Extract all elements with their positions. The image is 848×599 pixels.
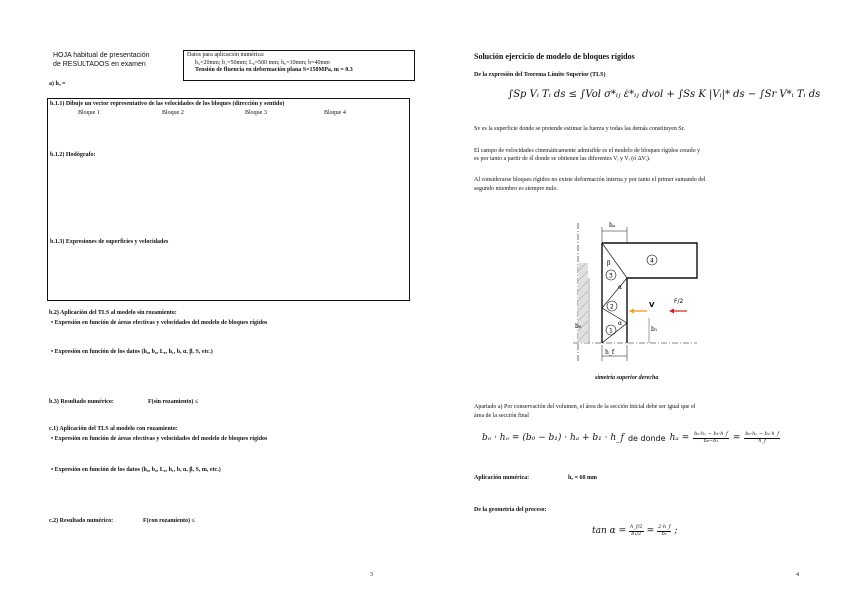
volume-formula-left: bₒ · hₒ = (b₀ − b₁) · hₐ + b₁ · h_f [482,433,624,443]
section-a-line1: Apartado a) Por conservación del volumen, el área de la sección inicial debe ser igual que el [474,404,696,410]
app-value: hₐ = 60 mm [568,475,598,481]
para-rigid-line2: segundo miembro es siempre nulo. [474,186,558,192]
label-block-3: 3 [609,272,613,280]
block-label-4: Bloque 4 [324,110,346,116]
tan-fraction-2 [657,525,671,537]
figure-caption: simetría superior derecha [595,375,659,381]
sheet-title-line2: de RESULTADOS en examen [53,60,146,68]
sheet-title [53,52,183,70]
label-alpha-bottom: α [618,320,623,327]
answer-box-b1 [47,98,410,301]
tan-frac2-numerator: 2·h_f [658,524,671,530]
data-box-title: Datos para aplicación numérica: [187,52,265,58]
item-b12: b.1.2) Hodógrafo: [50,152,96,158]
page-number-left: 3 [370,572,373,578]
volume-formula-where: de donde [627,433,666,443]
sheet-title-line1: HOJA habitual de presentación [53,52,150,59]
frac2-denominator: h_f [758,437,766,444]
data-box-line2: Tensión de fluencia en deformación plana S=150MPa, m = 0.3 [195,67,353,73]
label-v: V [649,301,655,309]
label-block-4: 4 [650,257,654,265]
label-block-2: 2 [610,303,614,311]
para-rigid-line1: Al considerarse bloques rígidos no existe deformación interna y por tanto el primer sumando del [474,177,706,183]
velocity-arrowhead [629,309,634,314]
item-c2-formula: F(con rozamiento) ≤ [143,518,195,524]
tan-frac1-denominator: b₁/2 [631,530,642,537]
item-b2-bullet2: • Expresión en función de los datos (h₀, b₀, L₀, h₁, b, α, β, S, etc.) [51,349,213,355]
volume-fraction-1 [693,432,729,444]
label-ha: hₐ [609,222,616,229]
tan-frac1-numerator: h_f/2 [630,524,643,530]
volume-formula: bₒ · hₒ = (b₀ − b₁) · hₐ + b₁ · h_f de donde hₐ = $\frac{\text{b₀·hₒ − b₁·h\_f}}{\text{b₀−b₁}}$ = $\frac{\text{b₀·hₒ − b₁·h\_f}}{h\_f}$ [482,431,780,444]
intro-text: De la expresión del Teorema Límite Superior (TLS) [474,72,606,78]
item-b3-formula: F(sin rozamiento) ≤ [148,399,199,405]
volume-formula-ha: hₐ = [669,433,690,443]
frac1-denominator: b₀−b₁ [703,437,719,444]
solution-title: Solución ejercicio de modelo de bloques rígidos [474,52,635,61]
label-b1: b₁ [651,326,658,333]
tan-formula: tan α = $\frac{h\_f/2}{\text{b₁/2}}$ = $\frac{2\cdot h\_f}{\text{b₁}}$ ; [592,524,678,537]
tan-frac2-denominator: b₁ [661,530,667,537]
item-a: a) hₐ = [49,81,66,87]
app-label: Aplicación numérica: [474,475,530,481]
item-c1-title: c.1) Aplicación del TLS al modelo con rozamiento: [49,426,178,432]
frac1-numerator: b₀·hₒ − b₁·h_f [694,431,728,437]
tan-formula-end: ; [674,526,678,536]
item-b3-label: b.3) Resultado numérico: [49,399,114,405]
label-force: F/2 [674,298,684,305]
para-sv: Sv es la superficie donde se pretende estimar la fuerza y todas las demás constituyen Sr. [474,126,685,132]
force-arrowhead [669,309,674,314]
para-field-line1: El campo de velocidades cinemáticamente admisible es el modelo de bloques rígidos creado y [474,148,701,154]
block-boundaries [602,243,627,343]
item-b11: b.1.1) Dibuje un vector representativo de las velocidades de los bloques (dirección y sentido) [50,101,285,107]
die-wall [578,263,588,343]
page-number-right: 4 [796,572,799,578]
item-c1-bullet1: • Expresión en función de áreas efectivas y velocidades del modelo de bloques rígidos [51,436,268,442]
label-beta: β [607,260,611,267]
geometry-label: De la geometría del proceso: [474,507,547,513]
label-b0: b₀ [575,323,582,330]
tan-formula-left: tan α = [592,526,627,536]
block-label-3: Bloque 3 [245,110,267,116]
item-b2-title: b.2) Aplicación del TLS al modelo sin rozamiento: [49,310,177,316]
block-label-1: Bloque 1 [78,110,100,116]
item-b2-bullet1: • Expresión en función de áreas efectivas y velocidades del modelo de bloques rígidos [51,320,268,326]
item-b13: b.1.3) Expresiones de superficies y velocidades [50,239,169,245]
block-model-figure [565,213,705,373]
data-box [183,50,415,81]
para-field-line2: es por tanto a partir de él donde se obtienen las diferentes Vᵢ y Vᵢ (ó ΔVᵢ). [474,156,651,162]
block-label-2: Bloque 2 [162,110,184,116]
tls-formula: ∫Sp Vᵢ Tᵢ ds ≤ ∫Vol σ*ᵢⱼ ε̇*ᵢⱼ dvol + ∫Ss K |Vᵢ|* ds − ∫Sr V*ᵢ Tᵢ ds [508,89,821,100]
item-c1-bullet2: • Expresión en función de los datos (h₀, b₀, L₀, h₁, b, α, β, S, m, etc.) [51,467,221,473]
label-hf: h_f [605,349,615,356]
volume-fraction-2 [744,432,780,444]
section-a-line2: área de la sección final [474,413,529,419]
data-box-line1: b₀=20mm; b₁=50mm; L₀=500 mm; h₀=10mm; b=40mm [195,59,330,66]
label-alpha-top: α [618,284,623,291]
tan-fraction-1 [629,525,643,537]
frac2-numerator: b₀·hₒ − b₁·h_f [745,431,780,437]
label-block-1: 1 [609,327,613,335]
item-c2-label: c.2) Resultado numérico: [49,518,114,524]
